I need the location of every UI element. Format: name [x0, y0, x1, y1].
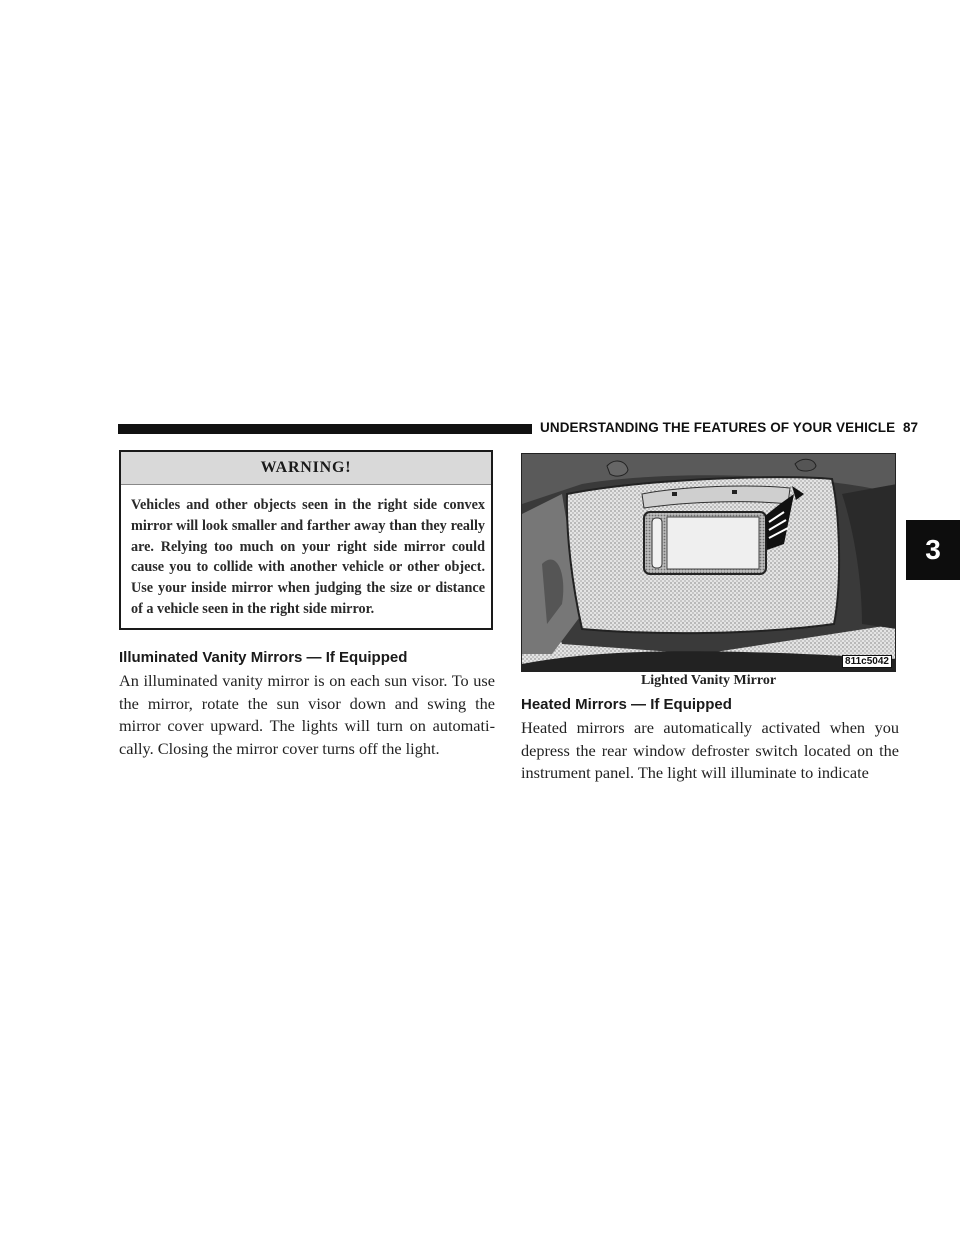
page-number: 87	[902, 420, 919, 435]
figure-caption: Lighted Vanity Mirror	[640, 673, 777, 688]
paragraph-illuminated-vanity-mirrors: An illuminated vanity mirror is on each sun visor. To use the mirror, rotate the sun visor down and swing the mirror cover upward. The lights will turn on automati-cally. Closing the mirror cover turns off the light.	[119, 671, 495, 758]
warning-box	[119, 450, 493, 630]
heading-illuminated-vanity-mirrors: Illuminated Vanity Mirrors — If Equipped	[119, 649, 408, 666]
running-header	[540, 420, 918, 435]
paragraph-heated-mirrors: Heated mirrors are automatically activated when you depress the rear window defroster switch located on the instrument panel. The light will illuminate to indicate	[521, 718, 899, 783]
warning-text: Vehicles and other objects seen in the right side convex mirror will look smaller and farther away than they really are. Relying too much on your right side mirror could cause you to collide with another vehicle or other object. Use your inside mirror when judging the size or distance of a vehicle seen in the right side mirror.	[131, 497, 485, 617]
chapter-tab: 3	[906, 520, 960, 580]
header-rule	[118, 424, 532, 434]
figure-code: 811c5042	[842, 655, 892, 668]
heading-heated-mirrors: Heated Mirrors — If Equipped	[521, 696, 732, 713]
figure-vanity-mirror	[521, 453, 896, 672]
vanity-mirror-illustration	[522, 454, 896, 672]
running-header-title: UNDERSTANDING THE FEATURES OF YOUR VEHICLE	[540, 420, 896, 435]
warning-heading: WARNING!	[121, 452, 491, 485]
